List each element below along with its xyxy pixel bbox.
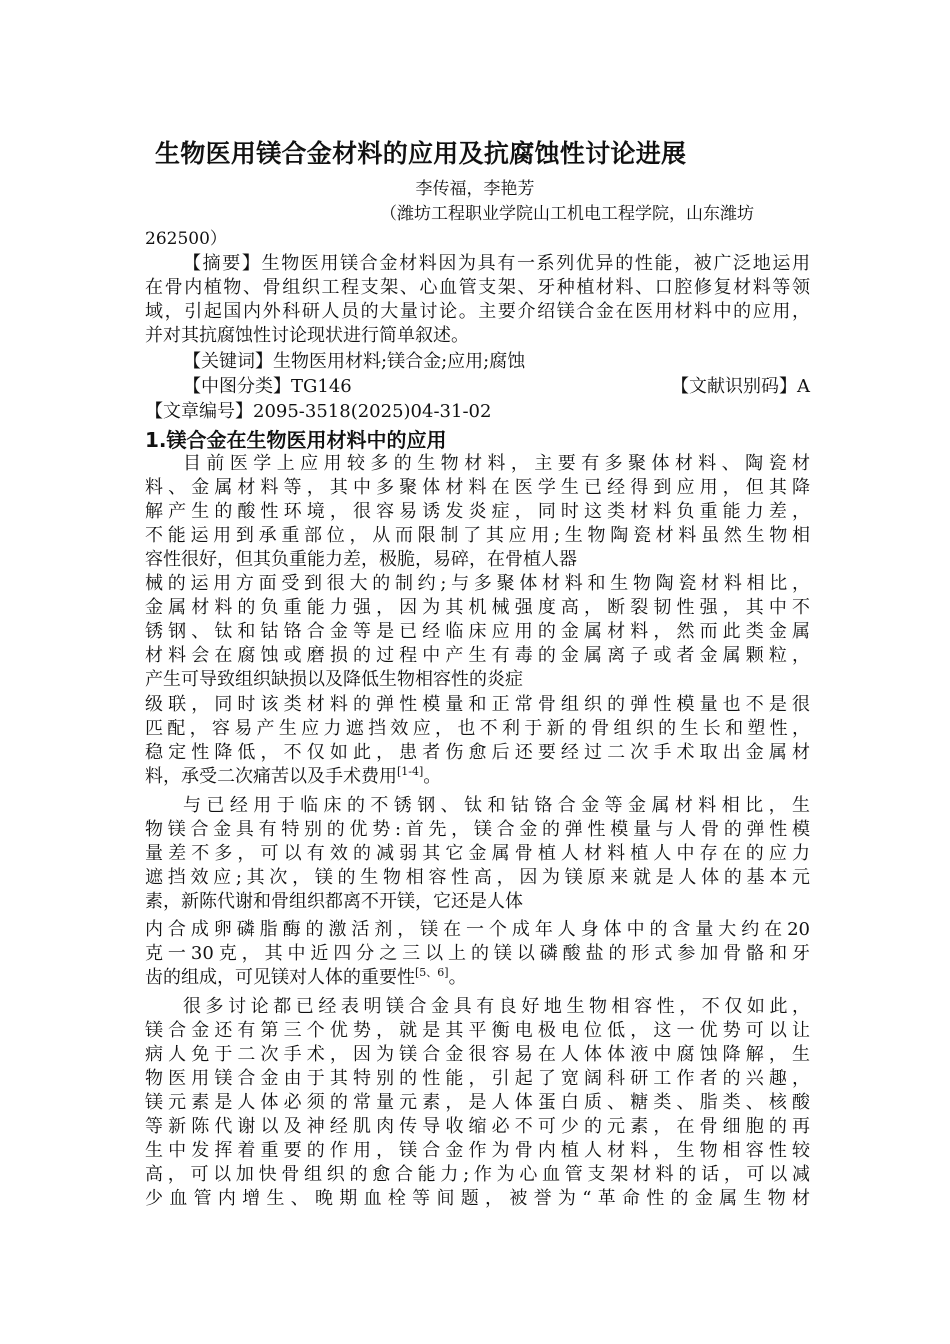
period: 。 [448, 967, 467, 988]
body-line: 不能运用到承重部位，从而限制了其应用;生物陶瓷材料虽然生物相 [145, 525, 810, 546]
body-text: 料，承受二次痛苦以及手术费用 [145, 766, 397, 787]
period: 。 [423, 766, 442, 787]
body-line: 目前医学上应用较多的生物材料，主要有多聚体材料、陶瓷材 [183, 453, 810, 474]
body-line: 械的运用方面受到很大的制约;与多聚体材料和生物陶瓷材料相比， [145, 573, 810, 594]
body-line: 稳定性降低，不仅如此，患者伤愈后还要经过二次手术取出金属材 [145, 742, 810, 763]
body-line: 物医用镁合金由于其特别的性能，引起了宽阔科研工作者的兴趣， [145, 1068, 810, 1089]
body-line: 匹配，容易产生应力遮挡效应，也不利于新的骨组织的生长和塑性， [145, 718, 810, 739]
body-line: 等新陈代谢以及神经肌肉传导收缩必不可少的元素，在骨细胞的再 [145, 1116, 810, 1137]
body-line: 生中发挥着重要的作用，镁合金作为骨内植人材料，生物相容性较 [145, 1140, 810, 1161]
body-line: 很多讨论都已经表明镁合金具有良好地生物相容性，不仅如此， [183, 996, 810, 1017]
body-line: 病人免于二次手术，因为镁合金很容易在人体体液中腐蚀降解，生 [145, 1044, 810, 1065]
body-text: 齿的组成，可见镁对人体的重要性 [145, 967, 415, 988]
body-line: 少血管内增生、晚期血栓等间题，被誉为“革命性的金属生物材 [145, 1188, 810, 1209]
abstract-line: 域，引起国内外科研人员的大量讨论。主要介绍镁合金在医用材料中的应用， [145, 301, 810, 322]
body-line: 内合成卵磷脂酶的激活剂，镁在一个成年人身体中的含量大约在20 [145, 919, 810, 940]
abstract-line: 【摘要】生物医用镁合金材料因为具有一系列优异的性能，被广泛地运用 [183, 253, 810, 274]
affiliation-line-1: （潍坊工程职业学院山工机电工程学院，山东潍坊 [380, 204, 754, 224]
article-number: 【文章编号】2095-3518(2025)04-31-02 [145, 401, 492, 422]
body-line: 产生可导致组织缺损以及降低生物相容性的炎症 [145, 669, 523, 690]
body-line: 料、金属材料等，其中多聚体材料在医学生已经得到应用，但其降 [145, 477, 810, 498]
paper-title: 生物医用镁合金材料的应用及抗腐蚀性讨论进展 [155, 139, 687, 168]
body-line: 与已经用于临床的不锈钢、钛和钴铬合金等金属材料相比，生 [183, 795, 810, 816]
body-line: 镁元素是人体必须的常量元素，是人体蛋白质、糖类、脂类、核酸 [145, 1092, 810, 1113]
body-line: 量差不多，可以有效的减弱其它金属骨植人材料植人中存在的应力 [145, 843, 810, 864]
citation: [5、6] [415, 966, 449, 979]
body-line: 物镁合金具有特别的优势:首先，镁合金的弹性模量与人骨的弹性模 [145, 819, 810, 840]
body-line: 金属材料的负重能力强，因为其机械强度高，断裂韧性强，其中不 [145, 597, 810, 618]
body-line [145, 765, 810, 789]
document-code: 【文献识别码】A [671, 376, 810, 397]
keywords: 【关键词】生物医用材料;镁合金;应用;腐蚀 [183, 351, 526, 372]
body-line: 高，可以加快骨组织的愈合能力;作为心血管支架材料的话，可以减 [145, 1164, 810, 1185]
body-line: 级联，同时该类材料的弹性模量和正常骨组织的弹性模量也不是很 [145, 694, 810, 715]
body-line: 遮挡效应;其次，镁的生物相容性高，因为镁原来就是人体的基本元 [145, 867, 810, 888]
authors: 李传福，李艳芳 [415, 179, 535, 199]
abstract-line: 在骨内植物、骨组织工程支架、心血管支架、牙种植材料、口腔修复材料等领 [145, 277, 810, 298]
body-line: 材料会在腐蚀或磨损的过程中产生有毒的金属离子或者金属颗粒， [145, 645, 810, 666]
classification: 【中图分类】TG146 [183, 376, 352, 397]
body-line: 锈钢、钛和钴铬合金等是已经临床应用的金属材料，然而此类金属 [145, 621, 810, 642]
citation: [1-4] [397, 765, 424, 778]
body-line: 镁合金还有第三个优势，就是其平衡电极电位低，这一优势可以让 [145, 1020, 810, 1041]
body-line: 解产生的酸性环境，很容易诱发炎症，同时这类材料负重能力差， [145, 501, 810, 522]
body-line: 容性很好，但其负重能力差，极脆，易碎，在骨植人器 [145, 549, 577, 570]
body-line: 克一30克，其中近四分之三以上的镁以磷酸盐的形式参加骨骼和牙 [145, 943, 810, 964]
body-line [145, 966, 810, 990]
section-heading: 1.镁合金在生物医用材料中的应用 [145, 428, 447, 452]
abstract-line: 并对其抗腐蚀性讨论现状进行简单叙述。 [145, 325, 469, 346]
affiliation-line-2: 262500） [145, 229, 227, 249]
body-line: 素，新陈代谢和骨组织都离不开镁，它还是人体 [145, 891, 523, 912]
